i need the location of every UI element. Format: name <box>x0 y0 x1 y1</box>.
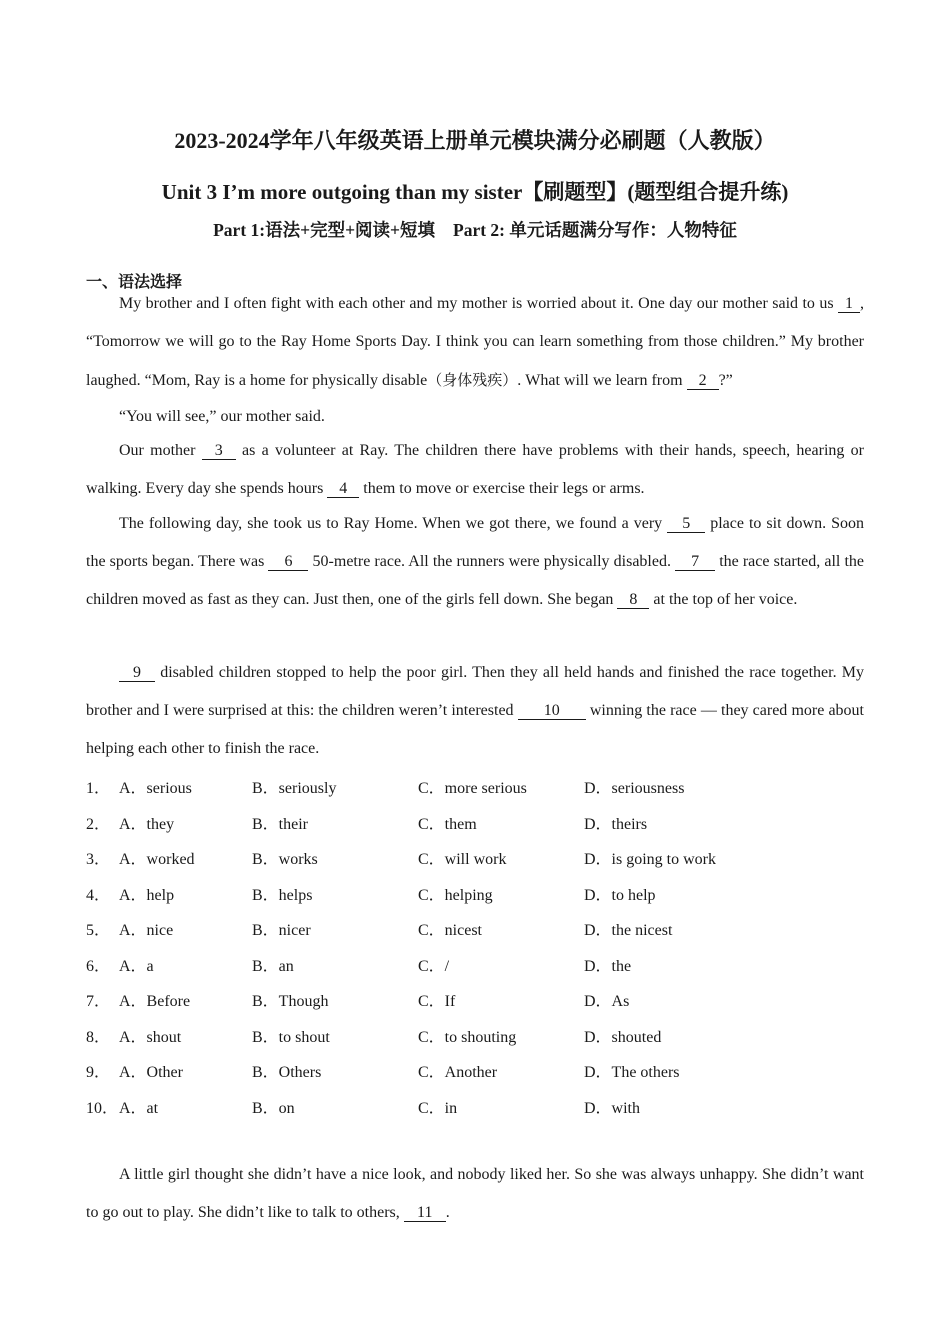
question-row: 2． A．they B．their C．them D．theirs <box>86 811 864 833</box>
option-d[interactable]: D．with <box>584 1100 641 1117</box>
question-row: 7． A．Before B．Though C．If D．As <box>86 988 864 1010</box>
option-d[interactable]: D．the nicest <box>584 922 673 939</box>
option-b[interactable]: B．works <box>252 851 318 868</box>
option-c[interactable]: C．If <box>418 993 456 1010</box>
passage1-paragraph-1: My brother and I often fight with each other and my mother is worried about it. One day our mother said to us 1 , “Tomorrow we will go to the Ray Home Sports Day. I think you can learn something from those children.” My brother laughed. “Mom, Ray is a home for physically disable（身体残疾）. What will we learn from 2 ?” <box>86 295 864 389</box>
question-row: 8． A．shout B．to shout C．to shouting D．shouted <box>86 1024 864 1046</box>
question-row: 5． A．nice B．nicer C．nicest D．the nicest <box>86 917 864 939</box>
option-d[interactable]: D．the <box>584 958 632 975</box>
option-b[interactable]: B．an <box>252 958 294 975</box>
passage1-paragraph-2: “You will see,” our mother said. <box>119 408 325 425</box>
option-c[interactable]: C．will work <box>418 851 507 868</box>
option-c[interactable]: C．helping <box>418 887 493 904</box>
document-parts-line <box>0 217 950 242</box>
blank-11: 11 <box>404 1204 446 1222</box>
option-c[interactable]: C．more serious <box>418 780 527 797</box>
passage1-paragraph-3: Our mother 3 as a volunteer at Ray. The children there have problems with their hands, speech, hearing or walking. Every day she spends hours 4 them to move or exercise their legs or arms. <box>86 442 865 497</box>
option-a[interactable]: A．worked <box>119 851 195 868</box>
question-row: 1． A．serious B．seriously C．more serious D．seriousness <box>86 775 864 797</box>
option-a[interactable]: A．a <box>119 958 154 975</box>
passage1-paragraph-5: 9 disabled children stopped to help the poor girl. Then they all held hands and finished the race together. My brother and I were surprised at this: the children weren’t interested 10 winning the race — they cared more about helping each other to finish the race. <box>86 664 865 757</box>
option-a[interactable]: A．they <box>119 816 175 833</box>
blank-8: 8 <box>617 591 649 609</box>
option-c[interactable]: C．them <box>418 816 477 833</box>
question-row: 10． A．at B．on C．in D．with <box>86 1095 864 1117</box>
passage1-paragraph-4: The following day, she took us to Ray Home. When we got there, we found a very 5 place to sit down. Soon the sports began. There was 6 50-metre race. All the runners were physically disabled. 7 the race started, all the children moved as fast as they can. Just then, one of the girls fell down. She began 8 at the top of her voice. <box>86 515 865 608</box>
option-d[interactable]: D．As <box>584 993 630 1010</box>
option-c[interactable]: C．Another <box>418 1064 498 1081</box>
document-title: 2023-2024学年八年级英语上册单元模块满分必刷题（人教版） <box>174 128 776 153</box>
option-b[interactable]: B．Though <box>252 993 329 1010</box>
passage2-paragraph-1: A little girl thought she didn’t have a nice look, and nobody liked her. So she was always unhappy. She didn’t want to go out to play. She didn’t like to talk to others, 11 . <box>86 1166 864 1221</box>
option-a[interactable]: A．shout <box>119 1029 182 1046</box>
blank-6: 6 <box>268 553 308 571</box>
option-b[interactable]: B．on <box>252 1100 295 1117</box>
blank-4: 4 <box>327 480 359 498</box>
option-d[interactable]: D．shouted <box>584 1029 662 1046</box>
question-row: 6． A．a B．an C．/ D．the <box>86 953 864 975</box>
option-d[interactable]: D．is going to work <box>584 851 717 868</box>
option-c[interactable]: C．nicest <box>418 922 482 939</box>
blank-1: 1 <box>838 295 860 313</box>
question-row: 4． A．help B．helps C．helping D．to help <box>86 882 864 904</box>
option-b[interactable]: B．their <box>252 816 308 833</box>
option-a[interactable]: A．Before <box>119 993 191 1010</box>
option-b[interactable]: B．Others <box>252 1064 322 1081</box>
option-d[interactable]: D．The others <box>584 1064 680 1081</box>
blank-5: 5 <box>667 515 705 533</box>
option-a[interactable]: A．Other <box>119 1064 183 1081</box>
document-subtitle: Unit 3 I’m more outgoing than my sister【刷题型】(题型组合提升练) <box>161 180 789 204</box>
option-a[interactable]: A．nice <box>119 922 174 939</box>
section-heading: 一、语法选择 <box>86 274 183 291</box>
blank-2: 2 <box>687 372 719 390</box>
option-c[interactable]: C．in <box>418 1100 458 1117</box>
blank-9: 9 <box>119 664 155 682</box>
part2-label: Part 2: 单元话题满分写作：人物特征 <box>453 220 737 240</box>
question-row: 9． A．Other B．Others C．Another D．The others <box>86 1059 864 1081</box>
option-a[interactable]: A．help <box>119 887 175 904</box>
option-b[interactable]: B．nicer <box>252 922 311 939</box>
option-d[interactable]: D．to help <box>584 887 656 904</box>
option-d[interactable]: D．theirs <box>584 816 648 833</box>
option-a[interactable]: A．at <box>119 1100 159 1117</box>
option-a[interactable]: A．serious <box>119 780 192 797</box>
option-c[interactable]: C．to shouting <box>418 1029 517 1046</box>
option-d[interactable]: D．seriousness <box>584 780 685 797</box>
option-b[interactable]: B．helps <box>252 887 313 904</box>
blank-3: 3 <box>202 442 236 460</box>
part1-label: Part 1:语法+完型+阅读+短填 <box>213 220 436 240</box>
blank-7: 7 <box>675 553 715 571</box>
option-c[interactable]: C．/ <box>418 958 450 975</box>
option-b[interactable]: B．to shout <box>252 1029 330 1046</box>
option-b[interactable]: B．seriously <box>252 780 337 797</box>
question-row: 3． A．worked B．works C．will work D．is going to work <box>86 846 864 868</box>
blank-10: 10 <box>518 702 586 720</box>
